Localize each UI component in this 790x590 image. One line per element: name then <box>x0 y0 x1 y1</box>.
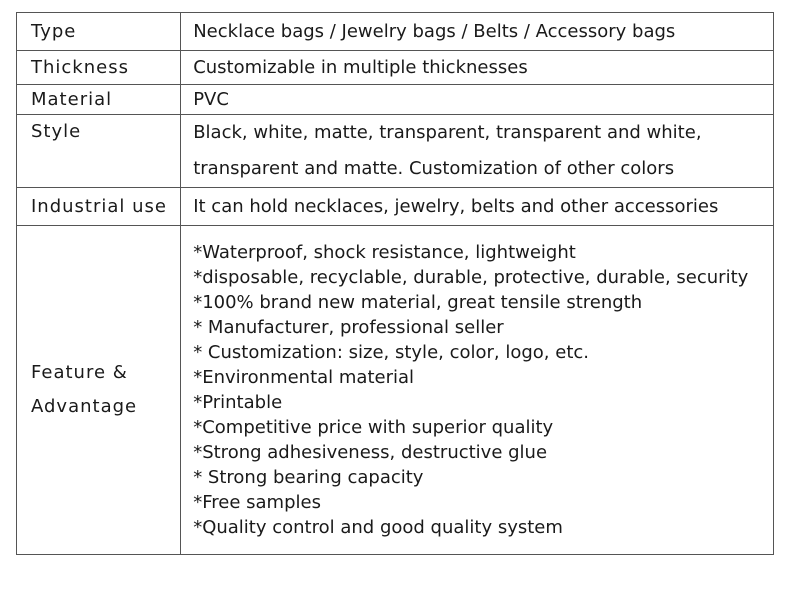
style-value-line: transparent and matte. Customization of other colors <box>193 158 675 179</box>
feature-list <box>193 240 773 540</box>
table-row-type <box>17 13 774 51</box>
feature-label-line: Advantage <box>31 396 138 417</box>
feature-label-line: Feature & <box>31 362 128 383</box>
table-row-material <box>17 85 774 115</box>
table-row-style <box>17 115 774 188</box>
feature-item: *Quality control and good quality system <box>193 517 563 538</box>
feature-value <box>181 226 774 555</box>
table-row-thickness <box>17 51 774 85</box>
thickness-label: Thickness <box>17 51 181 85</box>
table-row-industrial-use <box>17 188 774 226</box>
feature-item: *Competitive price with superior quality <box>193 417 554 438</box>
feature-item: *Strong adhesiveness, destructive glue <box>193 442 548 463</box>
material-label: Material <box>17 85 181 115</box>
style-value-line: Black, white, matte, transparent, transparent and white, <box>193 122 702 143</box>
style-label: Style <box>17 115 181 188</box>
table-row-feature <box>17 226 774 555</box>
feature-item: *100% brand new material, great tensile strength <box>193 292 643 313</box>
type-label: Type <box>17 13 181 51</box>
type-value: Necklace bags / Jewelry bags / Belts / Accessory bags <box>181 13 774 51</box>
thickness-value: Customizable in multiple thicknesses <box>181 51 774 85</box>
feature-item: * Strong bearing capacity <box>193 467 424 488</box>
feature-item: *Waterproof, shock resistance, lightweight <box>193 242 576 263</box>
feature-item: * Manufacturer, professional seller <box>193 317 504 338</box>
style-value <box>181 115 774 188</box>
feature-item: * Customization: size, style, color, logo, etc. <box>193 342 589 363</box>
industrial-use-value: It can hold necklaces, jewelry, belts and other accessories <box>181 188 774 226</box>
feature-item: *disposable, recyclable, durable, protective, durable, security <box>193 267 749 288</box>
spec-table <box>16 12 774 555</box>
feature-label <box>17 226 181 555</box>
industrial-use-label: Industrial use <box>17 188 181 226</box>
feature-item: *Free samples <box>193 492 321 513</box>
feature-item: *Printable <box>193 392 283 413</box>
feature-item: *Environmental material <box>193 367 415 388</box>
material-value: PVC <box>181 85 774 115</box>
